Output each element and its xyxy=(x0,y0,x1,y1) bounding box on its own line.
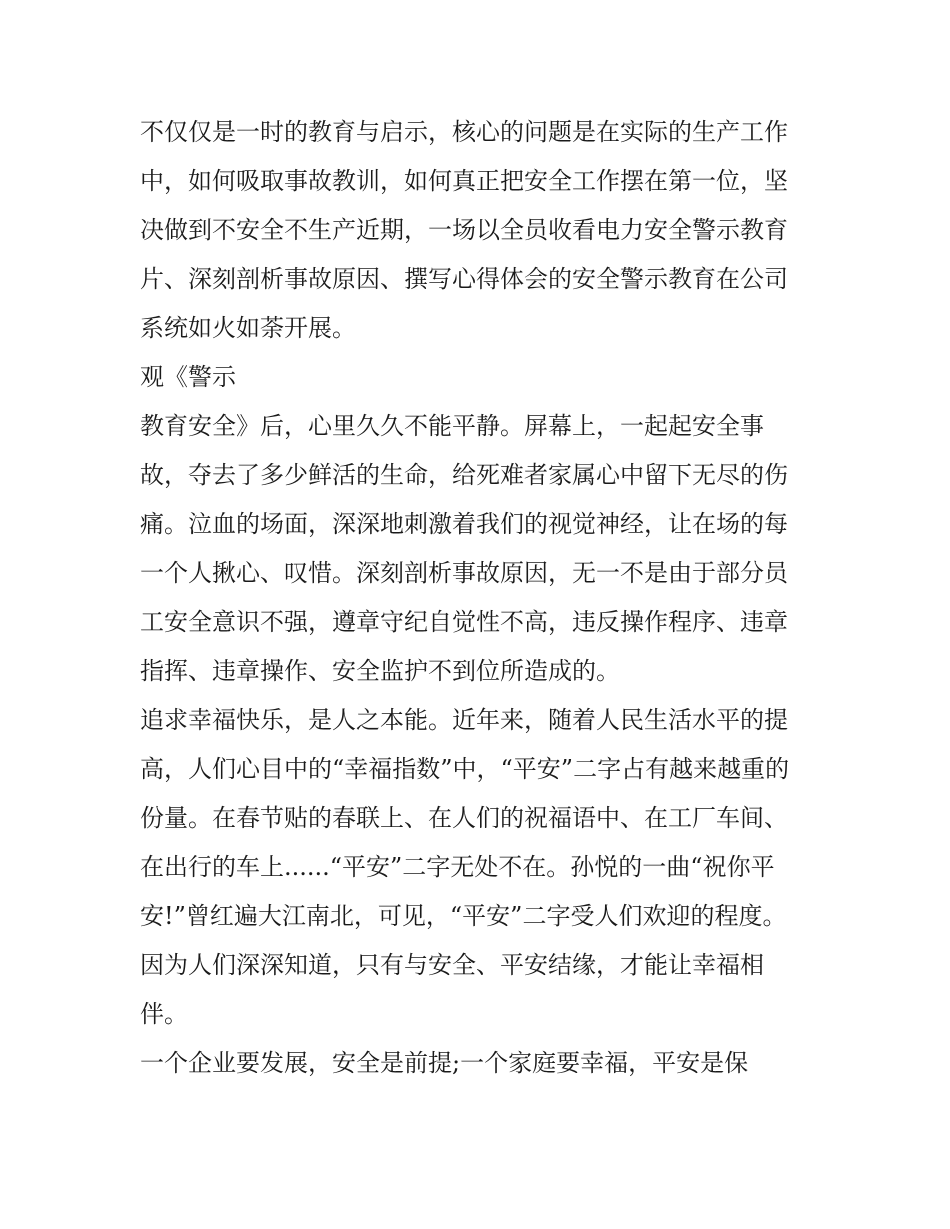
text-line: 决做到不安全不生产近期，一场以全员收看电力安全警示教育 xyxy=(140,216,788,244)
text-line: 伴。 xyxy=(140,1000,188,1028)
text-line: 一个企业要发展，安全是前提;一个家庭要幸福，平安是保 xyxy=(140,1049,749,1077)
text-line: 追求幸福快乐，是人之本能。近年来，随着人民生活水平的提 xyxy=(140,706,788,734)
body-text xyxy=(140,108,820,1088)
text-line: 观《警示 xyxy=(140,363,236,391)
text-line: 教育安全》后，心里久久不能平静。屏幕上，一起起安全事 xyxy=(140,412,764,440)
text-line: 指挥、违章操作、安全监护不到位所造成的。 xyxy=(140,657,620,685)
text-line: 安!”曾红遍大江南北，可见，“平安”二字受人们欢迎的程度。 xyxy=(140,902,787,930)
text-line: 片、深刻剖析事故原因、撰写心得体会的安全警示教育在公司 xyxy=(140,265,788,293)
text-line: 高，人们心目中的“幸福指数”中，“平安”二字占有越来越重的 xyxy=(140,755,790,783)
text-line: 在出行的车上......“平安”二字无处不在。孙悦的一曲“祝你平 xyxy=(140,853,775,881)
text-line: 不仅仅是一时的教育与启示，核心的问题是在实际的生产工作 xyxy=(140,118,788,146)
text-line: 中，如何吸取事故教训，如何真正把安全工作摆在第一位，坚 xyxy=(140,167,788,195)
text-line: 故，夺去了多少鲜活的生命，给死难者家属心中留下无尽的伤 xyxy=(140,461,788,489)
text-line: 一个人揪心、叹惜。深刻剖析事故原因，无一不是由于部分员 xyxy=(140,559,788,587)
text-line: 工安全意识不强，遵章守纪自觉性不高，违反操作程序、违章 xyxy=(140,608,788,636)
text-line: 痛。泣血的场面，深深地刺激着我们的视觉神经，让在场的每 xyxy=(140,510,788,538)
text-line: 因为人们深深知道，只有与安全、平安结缘，才能让幸福相 xyxy=(140,951,764,979)
text-line: 份量。在春节贴的春联上、在人们的祝福语中、在工厂车间、 xyxy=(140,804,788,832)
text-line: 系统如火如荼开展。 xyxy=(140,314,356,342)
